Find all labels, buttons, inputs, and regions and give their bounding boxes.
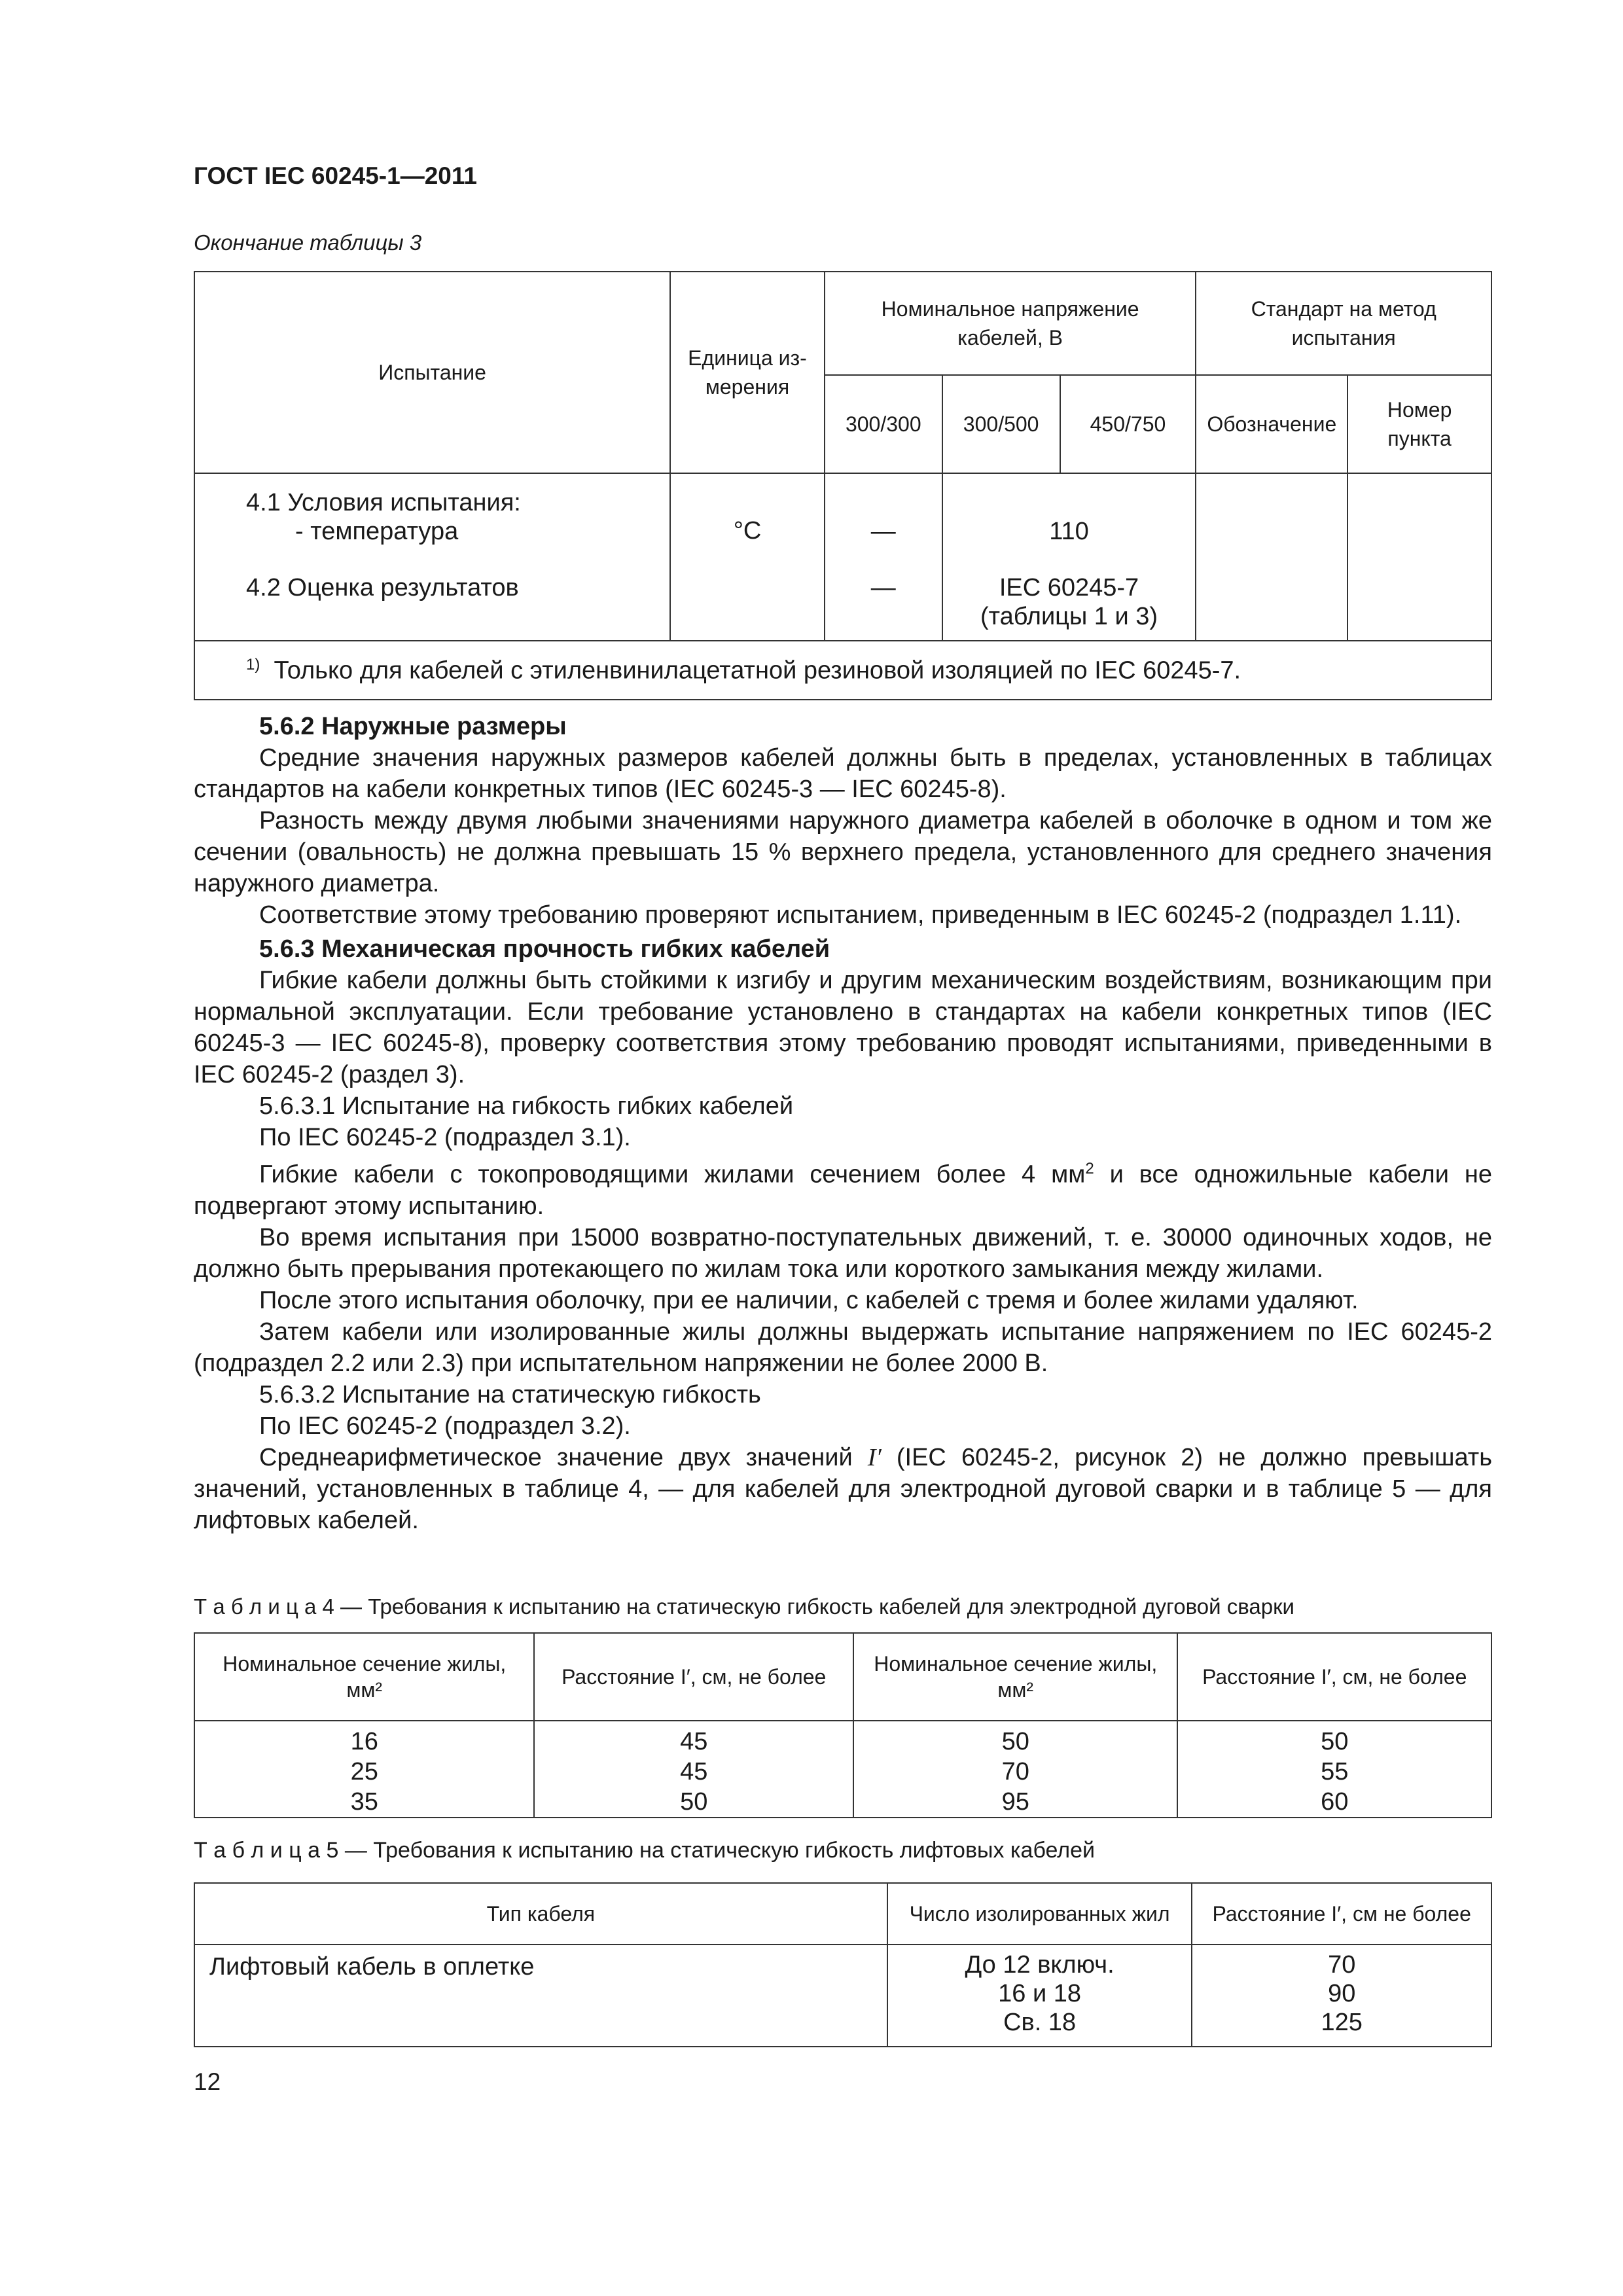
- t5-col2-header: Число изолированных жил: [887, 1883, 1192, 1945]
- voltage-300-500: 300/500: [942, 375, 1060, 473]
- t5-cable-type: Лифтовый кабель в оплетке: [194, 1945, 887, 2047]
- t5-distance-values: 70 90 125: [1192, 1945, 1491, 2047]
- main-text: [194, 711, 1492, 1536]
- t5-col1-header: Тип кабеля: [194, 1883, 887, 1945]
- section-5-6-2-heading: 5.6.2 Наружные размеры: [259, 713, 567, 740]
- table3-caption: Окончание таблицы 3: [194, 230, 422, 255]
- section-5-6-3-heading: 5.6.3 Механическая прочность гибких кабелей: [259, 935, 830, 963]
- paragraph: Во время испытания при 15000 возвратно-поступательных движений, т. е. 30000 одиночных ходов, не должно быть прерывания протекающего по жилам тока или короткого замыкания между жилами.: [194, 1223, 1492, 1283]
- table3-footnote: $^{1)}$ Только для кабелей с этиленвинилацетатной резиновой изоляцией по IEC 60245-7.: [194, 641, 1491, 700]
- row-4-1-label: 4.1 Условия испытания:: [246, 489, 521, 516]
- t4-col3-header: Номинальное сечение жилы, мм²: [853, 1633, 1178, 1721]
- paragraph: По IEC 60245-2 (подраздел 3.1).: [259, 1124, 631, 1151]
- table4-caption: Т а б л и ц а 4 — Требования к испытанию на статическую гибкость кабелей для электродной дуговой сварки: [194, 1594, 1294, 1619]
- t4-col4-values: 50 55 60: [1177, 1721, 1491, 1818]
- col-designation-header: Обозначение: [1196, 375, 1347, 473]
- voltage-300-300: 300/300: [825, 375, 942, 473]
- row-designation: [1196, 473, 1347, 641]
- row-item: [1347, 473, 1491, 641]
- table-5: [194, 1882, 1492, 2047]
- row-300-300-values: — —: [825, 473, 942, 641]
- paragraph: После этого испытания оболочку, при ее наличии, с кабелей с тремя и более жилами удаляют.: [259, 1286, 1359, 1314]
- t4-col1-header: Номинальное сечение жилы, мм²: [194, 1633, 534, 1721]
- col-item-header: Номер пункта: [1347, 375, 1491, 473]
- row-test-names: [194, 473, 670, 641]
- paragraph: По IEC 60245-2 (подраздел 3.2).: [259, 1412, 631, 1440]
- document-header: ГОСТ IEC 60245-1—2011: [194, 162, 477, 189]
- table-4: [194, 1632, 1492, 1818]
- paragraph: Гибкие кабели должны быть стойкими к изгибу и другим механическим воздействиям, возникающим при нормальной эксплуатации. Если требование установлено в стандартах на кабели конкретных типов (IEC 60245-3 — IEC 60245-8), проверку соответствия этому требованию проводят испытаниями, приведенными в IEC 60245-2 (раздел 3).: [194, 967, 1492, 1088]
- col-unit-header: Единица из- мерения: [670, 272, 825, 473]
- subsection-5-6-3-2: 5.6.3.2 Испытание на статическую гибкость: [259, 1380, 761, 1408]
- voltage-450-750: 450/750: [1060, 375, 1196, 473]
- row-merged-values: 110 IEC 60245-7 (таблицы 1 и 3): [942, 473, 1196, 641]
- t5-col3-header: Расстояние I′, см не более: [1192, 1883, 1491, 1945]
- subsection-5-6-3-1: 5.6.3.1 Испытание на гибкость гибких кабелей: [259, 1092, 794, 1120]
- page-number: 12: [194, 2068, 221, 2095]
- col-standard-header: Стандарт на метод испытания: [1196, 272, 1491, 375]
- t4-col2-values: 45 45 50: [534, 1721, 853, 1818]
- t5-cores-values: До 12 включ. 16 и 18 Св. 18: [887, 1945, 1192, 2047]
- paragraph: Соответствие этому требованию проверяют испытанием, приведенным в IEC 60245-2 (подраздел 1.11).: [259, 901, 1462, 929]
- row-unit: °C: [670, 473, 825, 641]
- t4-col3-values: 50 70 95: [853, 1721, 1178, 1818]
- t4-col4-header: Расстояние I′, см, не более: [1177, 1633, 1491, 1721]
- t4-col1-values: 16 25 35: [194, 1721, 534, 1818]
- col-test-header: Испытание: [194, 272, 670, 473]
- table-3: [194, 271, 1492, 700]
- row-4-2-label: 4.2 Оценка результатов: [246, 574, 519, 601]
- paragraph: Средние значения наружных размеров кабелей должны быть в пределах, установленных в таблицах стандартов на кабели конкретных типов (IEC 60245-3 — IEC 60245-8).: [194, 744, 1492, 803]
- paragraph: Затем кабели или изолированные жилы должны выдержать испытание напряжением по IEC 60245-2 (подраздел 2.2 или 2.3) при испытательном напряжении не более 2000 В.: [194, 1318, 1492, 1377]
- table5-caption: Т а б л и ц а 5 — Требования к испытанию на статическую гибкость лифтовых кабелей: [194, 1838, 1096, 1863]
- paragraph: Среднеарифметическое значение двух значений I′ (IEC 60245-2, рисунок 2) не должно превышать значений, установленных в таблице 4, — для кабелей для электродной дуговой сварки и в таблице 5 — для лифтовых кабелей.: [194, 1443, 1492, 1534]
- t4-col2-header: Расстояние I′, см, не более: [534, 1633, 853, 1721]
- paragraph: Разность между двумя любыми значениями наружного диаметра кабелей в оболочке в одном и том же сечении (овальность) не должна превышать 15 % верхнего предела, установленного для среднего значения наружного диаметра.: [194, 807, 1492, 897]
- col-voltage-header: Номинальное напряжение кабелей, В: [825, 272, 1196, 375]
- paragraph: Гибкие кабели с токопроводящими жилами сечением более 4 $мм^2$ и все одножильные кабели не подвергают этому испытанию.: [194, 1160, 1492, 1220]
- row-4-1-sublabel: - температура: [295, 518, 459, 545]
